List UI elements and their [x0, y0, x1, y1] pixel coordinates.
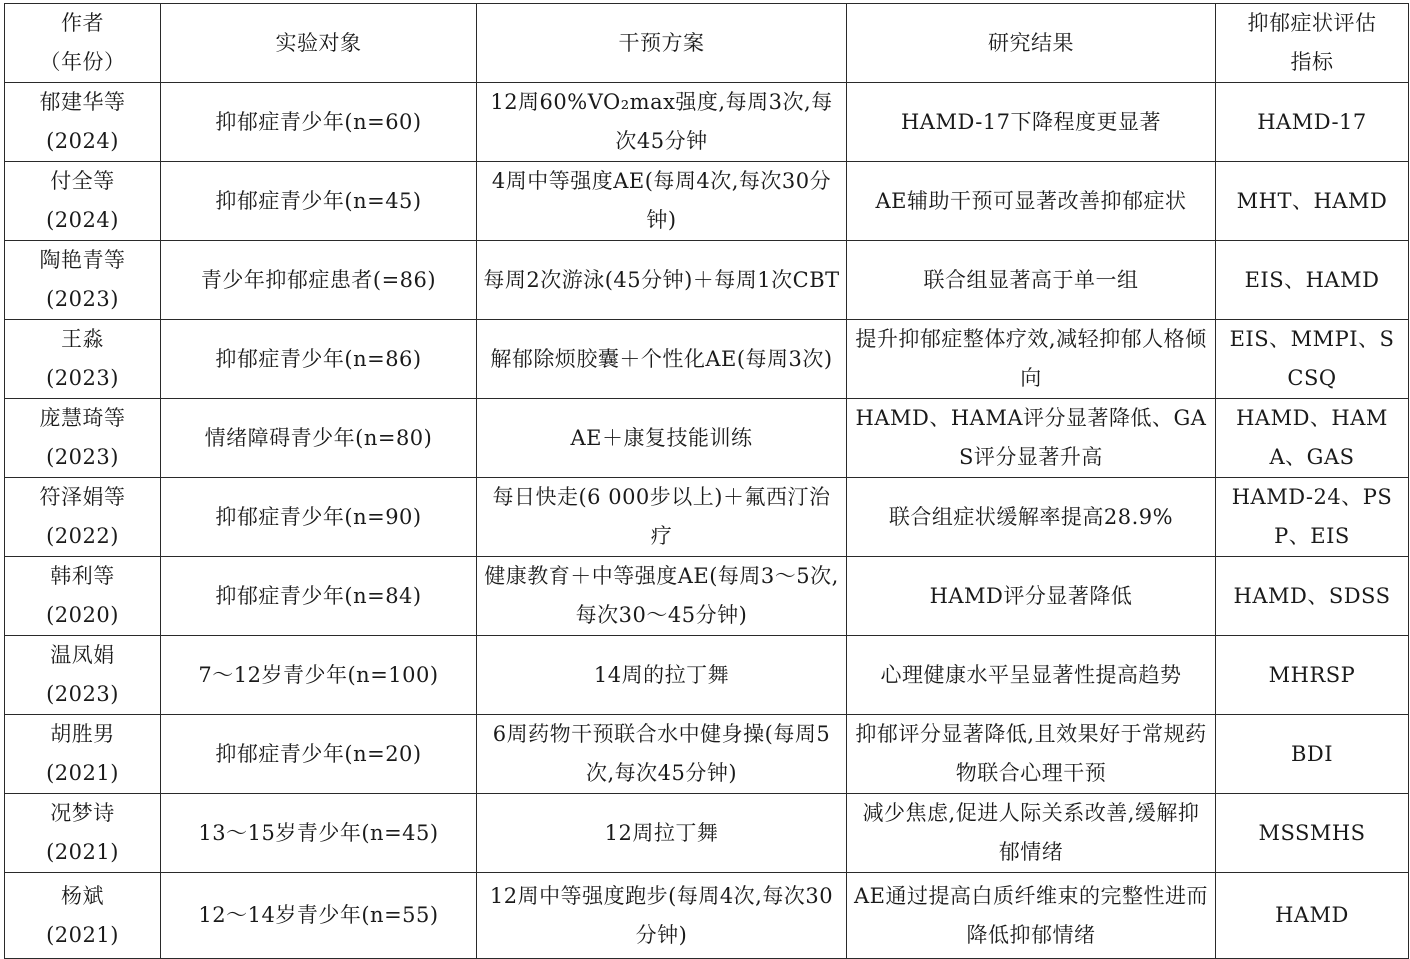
author-name: 杨斌 — [61, 883, 104, 908]
cell-result: HAMD评分显著降低 — [847, 557, 1216, 636]
table-header — [5, 4, 1409, 83]
cell-result: 联合组症状缓解率提高28.9% — [847, 478, 1216, 557]
cell-metric: HAMD、SDSS — [1216, 557, 1409, 636]
header-metric-line1: 抑郁症状评估 — [1247, 11, 1377, 35]
cell-author — [5, 162, 161, 241]
cell-metric: MHT、HAMD — [1216, 162, 1409, 241]
table-row — [5, 241, 1409, 320]
header-subject: 实验对象 — [161, 4, 477, 83]
table-row — [5, 873, 1409, 959]
cell-subject: 12～14岁青少年(n=55) — [161, 873, 477, 959]
table-row — [5, 794, 1409, 873]
header-row — [5, 4, 1409, 83]
author-year: (2021) — [46, 840, 119, 864]
header-metric-line2: 指标 — [1290, 50, 1334, 74]
cell-intervention: AE＋康复技能训练 — [477, 399, 847, 478]
author-year: (2021) — [46, 761, 119, 785]
header-author-line1: 作者 — [61, 11, 104, 35]
cell-subject: 7～12岁青少年(n=100) — [161, 636, 477, 715]
author-year: (2021) — [46, 922, 119, 947]
table-row — [5, 162, 1409, 241]
header-result: 研究结果 — [847, 4, 1216, 83]
table-row — [5, 478, 1409, 557]
table-row — [5, 399, 1409, 478]
cell-author — [5, 873, 161, 959]
author-year: (2024) — [46, 129, 119, 153]
cell-result: HAMD、HAMA评分显著降低、GAS评分显著升高 — [847, 399, 1216, 478]
header-metric — [1216, 4, 1409, 83]
cell-metric: HAMD — [1216, 873, 1409, 959]
cell-intervention: 4周中等强度AE(每周4次,每次30分钟) — [477, 162, 847, 241]
cell-metric: MSSMHS — [1216, 794, 1409, 873]
author-year: (2022) — [46, 524, 119, 548]
table-body — [5, 83, 1409, 959]
author-year: (2023) — [46, 287, 119, 311]
cell-author — [5, 241, 161, 320]
author-year: (2023) — [46, 445, 119, 469]
table-row — [5, 636, 1409, 715]
cell-subject: 抑郁症青少年(n=90) — [161, 478, 477, 557]
cell-author — [5, 478, 161, 557]
table-row — [5, 320, 1409, 399]
cell-author — [5, 636, 161, 715]
cell-author — [5, 557, 161, 636]
author-name: 温凤娟 — [50, 643, 115, 667]
cell-subject: 抑郁症青少年(n=60) — [161, 83, 477, 162]
author-name: 胡胜男 — [50, 722, 115, 746]
cell-result: 心理健康水平呈显著性提高趋势 — [847, 636, 1216, 715]
cell-intervention: 12周60%VO₂max强度,每周3次,每次45分钟 — [477, 83, 847, 162]
author-year: (2020) — [46, 603, 119, 627]
author-year: (2024) — [46, 208, 119, 232]
cell-subject: 青少年抑郁症患者(=86) — [161, 241, 477, 320]
author-name: 符泽娟等 — [39, 485, 126, 509]
author-name: 郁建华等 — [39, 90, 126, 114]
cell-result: AE通过提高白质纤维束的完整性进而降低抑郁情绪 — [847, 873, 1216, 959]
cell-metric: HAMD-17 — [1216, 83, 1409, 162]
research-table — [4, 3, 1409, 959]
author-year: (2023) — [46, 682, 119, 706]
cell-metric: MHRSP — [1216, 636, 1409, 715]
author-name: 况梦诗 — [50, 801, 115, 825]
cell-author — [5, 320, 161, 399]
cell-metric: HAMD、HAMA、GAS — [1216, 399, 1409, 478]
cell-metric: EIS、HAMD — [1216, 241, 1409, 320]
cell-intervention: 每周2次游泳(45分钟)＋每周1次CBT — [477, 241, 847, 320]
cell-author — [5, 715, 161, 794]
header-intervention: 干预方案 — [477, 4, 847, 83]
cell-result: 减少焦虑,促进人际关系改善,缓解抑郁情绪 — [847, 794, 1216, 873]
cell-metric: HAMD-24、PSP、EIS — [1216, 478, 1409, 557]
cell-subject: 13～15岁青少年(n=45) — [161, 794, 477, 873]
cell-intervention: 14周的拉丁舞 — [477, 636, 847, 715]
cell-intervention: 解郁除烦胶囊＋个性化AE(每周3次) — [477, 320, 847, 399]
cell-subject: 抑郁症青少年(n=86) — [161, 320, 477, 399]
cell-metric: BDI — [1216, 715, 1409, 794]
author-name: 付全等 — [50, 169, 115, 193]
cell-metric: EIS、MMPI、SCSQ — [1216, 320, 1409, 399]
cell-author — [5, 794, 161, 873]
header-author — [5, 4, 161, 83]
cell-subject: 抑郁症青少年(n=45) — [161, 162, 477, 241]
cell-author — [5, 399, 161, 478]
cell-author — [5, 83, 161, 162]
author-year: (2023) — [46, 366, 119, 390]
cell-result: HAMD-17下降程度更显著 — [847, 83, 1216, 162]
cell-intervention: 12周拉丁舞 — [477, 794, 847, 873]
cell-intervention: 每日快走(6 000步以上)＋氟西汀治疗 — [477, 478, 847, 557]
cell-result: 联合组显著高于单一组 — [847, 241, 1216, 320]
cell-intervention: 6周药物干预联合水中健身操(每周5次,每次45分钟) — [477, 715, 847, 794]
cell-result: 提升抑郁症整体疗效,减轻抑郁人格倾向 — [847, 320, 1216, 399]
cell-subject: 抑郁症青少年(n=84) — [161, 557, 477, 636]
cell-intervention: 12周中等强度跑步(每周4次,每次30分钟) — [477, 873, 847, 959]
author-name: 韩利等 — [50, 564, 115, 588]
table-row — [5, 83, 1409, 162]
table-row — [5, 715, 1409, 794]
cell-intervention: 健康教育＋中等强度AE(每周3～5次,每次30～45分钟) — [477, 557, 847, 636]
cell-subject: 情绪障碍青少年(n=80) — [161, 399, 477, 478]
author-name: 王淼 — [61, 327, 104, 351]
header-author-line2: （年份） — [39, 50, 126, 74]
cell-subject: 抑郁症青少年(n=20) — [161, 715, 477, 794]
author-name: 庞慧琦等 — [39, 406, 126, 430]
author-name: 陶艳青等 — [39, 248, 126, 272]
cell-result: AE辅助干预可显著改善抑郁症状 — [847, 162, 1216, 241]
cell-result: 抑郁评分显著降低,且效果好于常规药物联合心理干预 — [847, 715, 1216, 794]
table-row — [5, 557, 1409, 636]
